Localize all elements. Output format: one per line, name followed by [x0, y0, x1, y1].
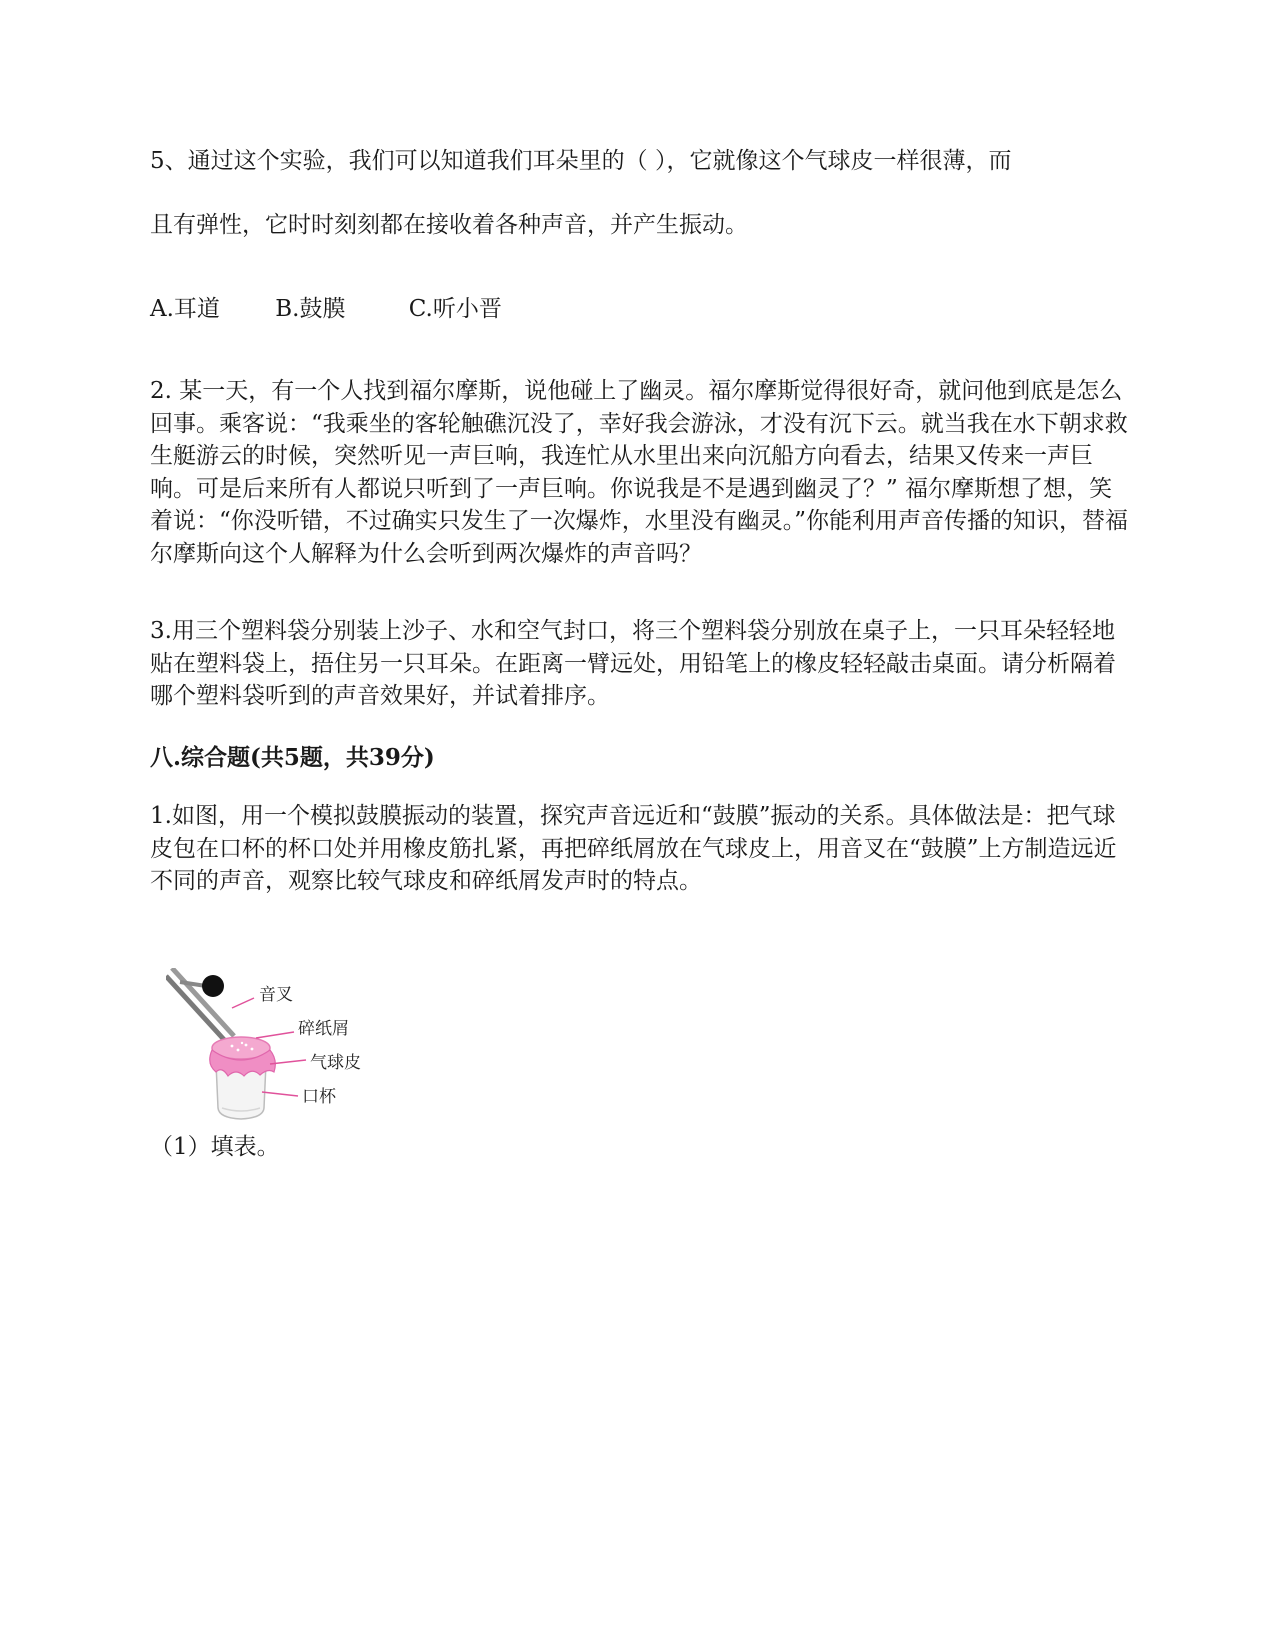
q5-line2: 且有弹性，它时时刻刻都在接收着各种声音，并产生振动。 — [150, 212, 748, 238]
label-balloon-skin: 气球皮 — [310, 1053, 361, 1073]
question-2-text: 2. 某一天，有一个人找到福尔摩斯，说他碰上了幽灵。福尔摩斯觉得很好奇，就问他到底是怎么回事。乘客说：“我乘坐的客轮触礁沉没了，幸好我会游泳，才没有沉下云。就当我在水下朝求救生艇游云的时候，突然听见一声巨响，我连忙从水里出来向沉船方向看去，结果又传来一声巨响。可是后来所有人都说只听到了一声巨响。你说我是不是遇到幽灵了？” 福尔摩斯想了想，笑着说：“你没听错，不过确实只发生了一次爆炸，水里没有幽灵。”你能利用声音传播的知识，替福尔摩斯向这个人解释为什么会听到两次爆炸的声音吗？ — [150, 378, 1129, 567]
option-a: A.耳道 — [150, 296, 220, 322]
option-b: B.鼓膜 — [275, 296, 346, 322]
question-8-1-sub1: （1）填表。 — [150, 1134, 280, 1160]
balloon-skin-icon — [210, 1037, 276, 1076]
label-paper-scraps: 碎纸屑 — [298, 1019, 349, 1039]
q5-options — [150, 290, 502, 323]
tuning-fork-icon — [166, 968, 234, 1044]
question-3-text: 3.用三个塑料袋分别装上沙子、水和空气封口，将三个塑料袋分别放在桌子上，一只耳朵轻轻地贴在塑料袋上，捂住另一只耳朵。在距离一臂远处，用铅笔上的橡皮轻轻敲击桌面。请分析隔着哪个塑料袋听到的声音效果好，并试着排序。 — [150, 618, 1116, 709]
option-c: C.听小晋 — [408, 296, 502, 322]
label-cup: 口杯 — [302, 1087, 336, 1107]
question-8-1-text: 1.如图，用一个模拟鼓膜振动的装置，探究声音远近和“鼓膜”振动的关系。具体做法是：把气球皮包在口杯的杯口处并用橡皮筋扎紧，再把碎纸屑放在气球皮上，用音叉在“鼓膜”上方制造远近不同的声音，观察比较气球皮和碎纸屑发声时的特点。 — [150, 803, 1117, 894]
section-8-heading: 八.综合题(共5题，共39分) — [150, 744, 435, 771]
q5-line1: 5、通过这个实验，我们可以知道我们耳朵里的（ ），它就像这个气球皮一样很薄，而 — [150, 148, 1012, 174]
eardrum-model-figure — [166, 968, 398, 1128]
label-tuning-fork: 音叉 — [259, 985, 293, 1005]
